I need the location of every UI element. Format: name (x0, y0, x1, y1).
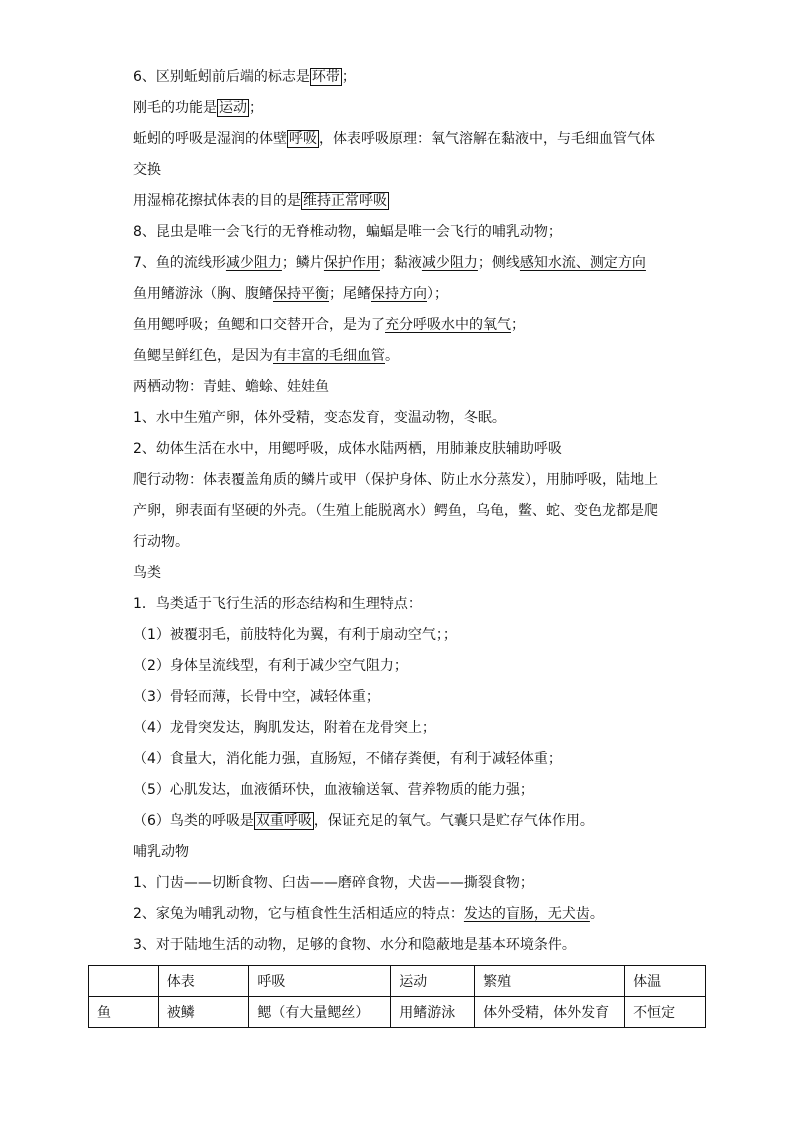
underlined-answer: 保护作用 (323, 255, 380, 271)
text-line (133, 191, 389, 211)
list-item: （2）身体呈流线型，有利于减少空气阻力； (133, 658, 408, 674)
text-segment: 。 (589, 906, 604, 922)
text-segment: 6、区别蚯蚓前后端的标志是 (133, 69, 310, 85)
section-heading: 两栖动物：青蛙、蟾蜍、娃娃鱼 (133, 379, 329, 395)
text-line (133, 346, 399, 366)
list-item (133, 811, 594, 831)
underlined-answer: 充分呼吸水中的氧气 (385, 317, 511, 333)
table-header-cell (89, 966, 159, 997)
text-line: 3、对于陆地生活的动物，足够的食物、水分和隐蔽地是基本环境条件。 (133, 937, 576, 953)
underlined-answer: 有丰富的毛细血管 (273, 348, 385, 364)
text-segment: 鱼鳃呈鲜红色，是因为 (133, 348, 273, 364)
text-segment: ； (341, 69, 356, 85)
text-line: 1、水中生殖产卵，体外受精，变态发育，变温动物，冬眠。 (133, 410, 506, 426)
text-line (133, 904, 604, 924)
list-item: （5）心肌发达，血液循环快，血液输送氧、营养物质的能力强； (133, 782, 534, 798)
boxed-answer: 呼吸 (289, 131, 317, 147)
table-cell: 鱼 (89, 997, 159, 1028)
table-header-cell: 体表 (158, 966, 249, 997)
text-segment: 用湿棉花擦拭体表的目的是 (133, 193, 301, 209)
table-cell: 体外受精，体外发育 (475, 997, 625, 1028)
text-segment: ； (249, 100, 263, 116)
underlined-answer: 减少阻力 (225, 255, 282, 271)
underlined-answer: 发达的盲肠，无犬齿 (463, 906, 590, 922)
text-segment: ； (511, 317, 525, 333)
section-heading: 哺乳动物 (133, 844, 189, 860)
text-line: 8、昆虫是唯一会飞行的无脊椎动物，蝙蝠是唯一会飞行的哺乳动物； (133, 224, 562, 240)
text-segment: ；侧线 (477, 255, 520, 271)
table-row (89, 997, 706, 1028)
text-line (133, 129, 655, 149)
text-segment: ）； (427, 286, 448, 302)
text-line (133, 67, 356, 87)
animal-comparison-table (88, 965, 706, 1028)
table-cell: 鳃（有大量鳃丝） (249, 997, 391, 1028)
table-cell: 不恒定 (625, 997, 706, 1028)
text-line: 交换 (133, 162, 161, 178)
underlined-answer: 保持方向 (371, 286, 427, 302)
text-line (133, 253, 646, 273)
boxed-answer: 环带 (311, 69, 340, 85)
text-line: 1．鸟类适于飞行生活的形态结构和生理特点： (133, 596, 422, 612)
text-segment: ，保证充足的氧气。气囊只是贮存气体作用。 (313, 813, 594, 829)
table-header-cell: 繁殖 (475, 966, 625, 997)
list-item: （4）龙骨突发达，胸肌发达，附着在龙骨突上； (133, 720, 436, 736)
text-line: 2、幼体生活在水中，用鳃呼吸，成体水陆两栖，用肺兼皮肤辅助呼吸 (133, 441, 562, 457)
text-segment: 7、鱼的流线形 (133, 255, 226, 271)
text-line: 行动物。 (133, 534, 189, 550)
text-segment: ，体表呼吸原理：氧气溶解在黏液中，与毛细血管气体 (319, 131, 655, 147)
text-line: 爬行动物：体表覆盖角质的鳞片或甲（保护身体、防止水分蒸发），用肺呼吸，陆地上 (133, 472, 658, 488)
list-item: （3）骨轻而薄，长骨中空，减轻体重； (133, 689, 380, 705)
underlined-answer: 保持平衡 (273, 286, 329, 302)
text-segment: 鱼用鳃呼吸；鱼鳃和口交替开合，是为了 (133, 317, 385, 333)
boxed-answer: 维持正常呼吸 (303, 193, 387, 209)
text-line (133, 284, 448, 304)
text-line (133, 98, 263, 118)
table-header-row (89, 966, 706, 997)
text-segment: 刚毛的功能是 (133, 100, 217, 116)
list-item: （1）被覆羽毛，前肢特化为翼，有利于扇动空气；； (133, 627, 457, 643)
text-segment: 。 (385, 348, 399, 364)
table-header-cell: 呼吸 (249, 966, 391, 997)
boxed-answer: 运动 (219, 100, 247, 116)
text-line: 1、门齿——切断食物、臼齿——磨碎食物，犬齿——撕裂食物； (133, 875, 534, 891)
section-heading: 鸟类 (133, 565, 161, 581)
text-segment: （6）鸟类的呼吸是 (133, 813, 254, 829)
table-cell: 被鳞 (158, 997, 249, 1028)
table-header-cell: 体温 (625, 966, 706, 997)
text-segment: ；鳞片 (281, 255, 324, 271)
text-segment: ；尾鳍 (329, 286, 371, 302)
underlined-answer: 减少阻力 (421, 255, 478, 271)
text-segment: 蚯蚓的呼吸是湿润的体壁 (133, 131, 287, 147)
underlined-answer: 感知水流、测定方向 (519, 255, 646, 271)
table-cell: 用鳍游泳 (391, 997, 475, 1028)
table-header-cell: 运动 (391, 966, 475, 997)
text-segment: 鱼用鳍游泳（胸、腹鳍 (133, 286, 273, 302)
list-item: （4）食量大，消化能力强，直肠短，不储存粪便，有利于减轻体重； (133, 751, 562, 767)
boxed-answer: 双重呼吸 (255, 813, 312, 829)
text-segment: ；黏液 (379, 255, 422, 271)
text-line (133, 315, 525, 335)
text-segment: 2、家兔为哺乳动物，它与植食性生活相适应的特点： (133, 906, 464, 922)
text-line: 产卵，卵表面有坚硬的外壳。（生殖上能脱离水）鳄鱼，乌龟，鳖、蛇、变色龙都是爬 (133, 503, 658, 519)
